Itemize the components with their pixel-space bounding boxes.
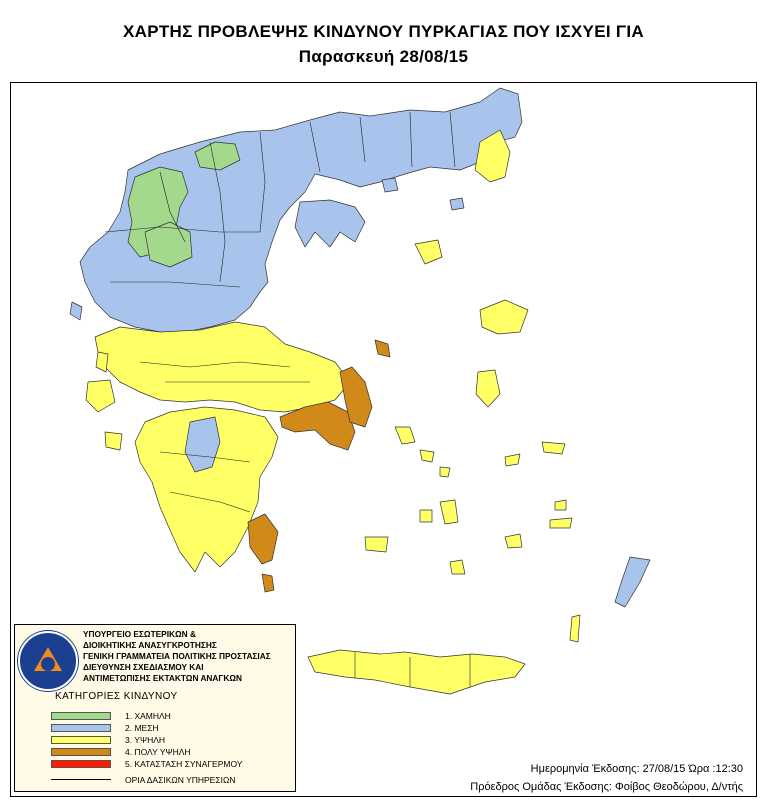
region-chalkidiki — [295, 200, 365, 247]
legend-title: ΚΑΤΗΓΟΡΙΕΣ ΚΙΝΔΥΝΟΥ — [55, 691, 178, 702]
logo-circle-icon — [41, 657, 55, 671]
island-thasos — [382, 178, 398, 192]
legend-item-medium: 2. ΜΕΣΗ — [51, 723, 159, 732]
island-chios — [476, 370, 500, 407]
region-laconia — [248, 514, 278, 564]
legend-item-low: 1. ΧΑΜΗΛΗ — [51, 711, 171, 720]
island-kefalonia — [86, 380, 115, 412]
island-ikaria — [505, 454, 520, 466]
island-kythira — [262, 574, 274, 592]
agency-name: ΥΠΟΥΡΓΕΙΟ ΕΣΩΤΕΡΙΚΩΝ & ΔΙΟΙΚΗΤΙΚΗΣ ΑΝΑΣΥΓΚΡΟΤΗΣΗΣ ΓΕΝΙΚΗ ΓΡΑΜΜΑΤΕΙΑ ΠΟΛΙΤΙΚΗΣ ΠΡΟΣΤΑΣΙΑΣ ΔΙΕΥΘΥΝΣΗ ΣΧΕΔΙΑΣΜΟΥ ΚΑΙ ΑΝΤΙΜΕΤΩΠΙΣΗΣ ΕΚΤΑΚΤΩΝ ΑΝΑΓΚΩΝ — [83, 629, 271, 683]
island-paros — [420, 510, 432, 522]
island-samothraki — [450, 198, 464, 210]
island-mykonos — [440, 467, 450, 477]
island-kalymnos — [555, 500, 566, 510]
island-santorini — [450, 560, 465, 574]
legend-item-high: 3. ΥΨΗΛΗ — [51, 735, 165, 744]
issue-info — [470, 760, 743, 796]
region-central-greece — [95, 322, 350, 412]
island-limnos — [415, 240, 442, 264]
map-date: Παρασκευή 28/08/15 — [298, 47, 469, 66]
legend-line-swatch — [51, 779, 111, 780]
island-tinos — [420, 450, 434, 462]
issue-date: Ημερομηνία Έκδοσης: 27/08/15 Ώρα :12:30 — [530, 763, 743, 775]
island-rhodes — [615, 557, 650, 607]
island-skopelos — [375, 340, 390, 357]
legend-panel — [14, 624, 296, 792]
island-milos — [365, 537, 388, 552]
island-astypalaia — [505, 534, 522, 548]
legend-swatch — [51, 712, 111, 720]
legend-item-alert: 5. ΚΑΤΑΣΤΑΣΗ ΣΥΝΑΓΕΡΜΟΥ — [51, 759, 242, 768]
issue-chair: Πρόεδρος Ομάδας Έκδοσης: Φοίβος Θεοδώρου, Δ/ντής — [470, 781, 743, 793]
island-corfu — [70, 302, 82, 320]
island-kos — [550, 518, 572, 528]
civil-protection-logo — [18, 631, 78, 691]
legend-item-very-high: 4. ΠΟΛΥ ΥΨΗΛΗ — [51, 747, 191, 756]
island-samos — [542, 442, 565, 454]
legend-swatch — [51, 724, 111, 732]
island-crete — [308, 650, 525, 694]
island-zakynthos — [105, 432, 122, 450]
island-naxos — [440, 500, 458, 524]
island-andros — [395, 427, 415, 444]
legend-item-boundary: ΟΡΙΑ ΔΑΣΙΚΩΝ ΥΠΗΡΕΣΙΩΝ — [51, 775, 235, 784]
legend-swatch — [51, 748, 111, 756]
island-lefkada — [96, 352, 108, 372]
island-lesvos — [480, 300, 528, 334]
island-karpathos — [570, 615, 580, 642]
legend-swatch — [51, 760, 111, 768]
map-title: ΧΑΡΤΗΣ ΠΡΟΒΛΕΨΗΣ ΚΙΝΔΥΝΟΥ ΠΥΡΚΑΓΙΑΣ ΠΟΥ ΙΣΧΥΕΙ ΓΙΑ — [122, 22, 644, 41]
legend-swatch — [51, 736, 111, 744]
